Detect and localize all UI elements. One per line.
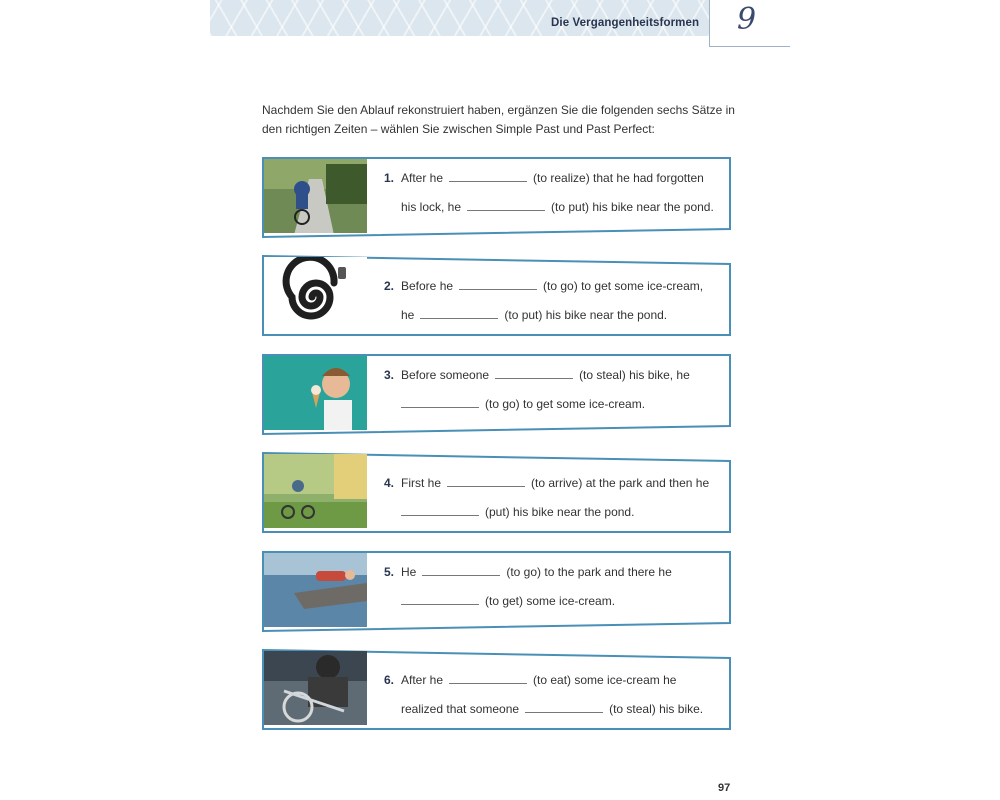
exercise-card-1: [262, 157, 730, 235]
sentence-text: After he: [401, 673, 444, 687]
exercise-card-2: [262, 255, 730, 333]
answer-blank[interactable]: [401, 398, 479, 408]
exercise-number: 2.: [384, 279, 395, 293]
exercise-card-4: [262, 452, 730, 530]
sentence-text: (to put) his bike near the pond.: [504, 308, 668, 322]
sentence-line-1: [401, 171, 704, 185]
sentence-text: First he: [401, 476, 442, 490]
sentence-line-2: [401, 505, 634, 519]
sentence-text: (to put) his bike near the pond.: [551, 200, 714, 214]
chapter-title: Die Vergangenheitsformen: [551, 17, 700, 29]
sentence-text: his lock, he: [401, 200, 462, 214]
sentence-text: (to go) to the park and there he: [506, 565, 672, 579]
exercise-number: 1.: [384, 171, 395, 185]
photo-bike-lock-chain: [264, 257, 367, 331]
sentence-line-2: [401, 594, 615, 608]
answer-blank[interactable]: [467, 201, 545, 211]
sentence-text: (to go) to get some ice-cream,: [543, 279, 704, 293]
sentence-text: He: [401, 565, 417, 579]
answer-blank[interactable]: [449, 674, 527, 684]
exercise-number: 3.: [384, 368, 395, 382]
answer-blank[interactable]: [420, 309, 498, 319]
answer-blank[interactable]: [447, 477, 525, 487]
answer-blank[interactable]: [401, 595, 479, 605]
exercise-card-6: [262, 649, 730, 727]
sentence-text: Before someone: [401, 368, 490, 382]
sentence-text: After he: [401, 171, 444, 185]
exercise-number: 4.: [384, 476, 395, 490]
sentence-text: (to steal) his bike, he: [579, 368, 690, 382]
sentence-line-2: [401, 200, 714, 214]
answer-blank[interactable]: [525, 703, 603, 713]
sentence-line-1: [401, 565, 672, 579]
sentence-text: Before he: [401, 279, 454, 293]
photo-boy-bike-park: [264, 454, 367, 528]
sentence-text: (to realize) that he had forgotten: [533, 171, 704, 185]
photo-thief-stealing-bike: [264, 651, 367, 725]
sentence-text: (to eat) some ice-cream he: [533, 673, 677, 687]
sentence-line-2: [401, 702, 703, 716]
sentence-text: (to get) some ice-cream.: [485, 594, 616, 608]
photo-boy-cycling: [264, 159, 367, 233]
exercise-number: 6.: [384, 673, 395, 687]
sentence-line-1: [401, 673, 676, 687]
sentence-text: (to arrive) at the park and then he: [531, 476, 710, 490]
photo-boy-on-pier: [264, 553, 367, 627]
sentence-text: (put) his bike near the pond.: [485, 505, 635, 519]
photo-boy-ice-cream: [264, 356, 367, 430]
answer-blank[interactable]: [401, 506, 479, 516]
sentence-line-1: [401, 279, 703, 293]
sentence-line-2: [401, 308, 667, 322]
instructions-text: Nachdem Sie den Ablauf rekonstruiert haben, ergänzen Sie die folgenden sechs Sätze in den richtigen Zeiten – wählen Sie zwischen Simple Past und Past Perfect:: [262, 103, 735, 136]
sentence-text: (to go) to get some ice-cream.: [485, 397, 646, 411]
exercise-card-3: [262, 354, 730, 432]
sentence-line-2: [401, 397, 645, 411]
chapter-number: 9: [737, 2, 757, 37]
exercise-card-5: [262, 551, 730, 629]
answer-blank[interactable]: [459, 280, 537, 290]
page-number: 97: [718, 782, 731, 794]
sentence-text: he: [401, 308, 415, 322]
answer-blank[interactable]: [449, 172, 527, 182]
sentence-text: realized that someone: [401, 702, 520, 716]
answer-blank[interactable]: [422, 566, 500, 576]
answer-blank[interactable]: [495, 369, 573, 379]
exercise-number: 5.: [384, 565, 395, 579]
sentence-line-1: [401, 476, 709, 490]
sentence-text: (to steal) his bike.: [609, 702, 704, 716]
sentence-line-1: [401, 368, 690, 382]
